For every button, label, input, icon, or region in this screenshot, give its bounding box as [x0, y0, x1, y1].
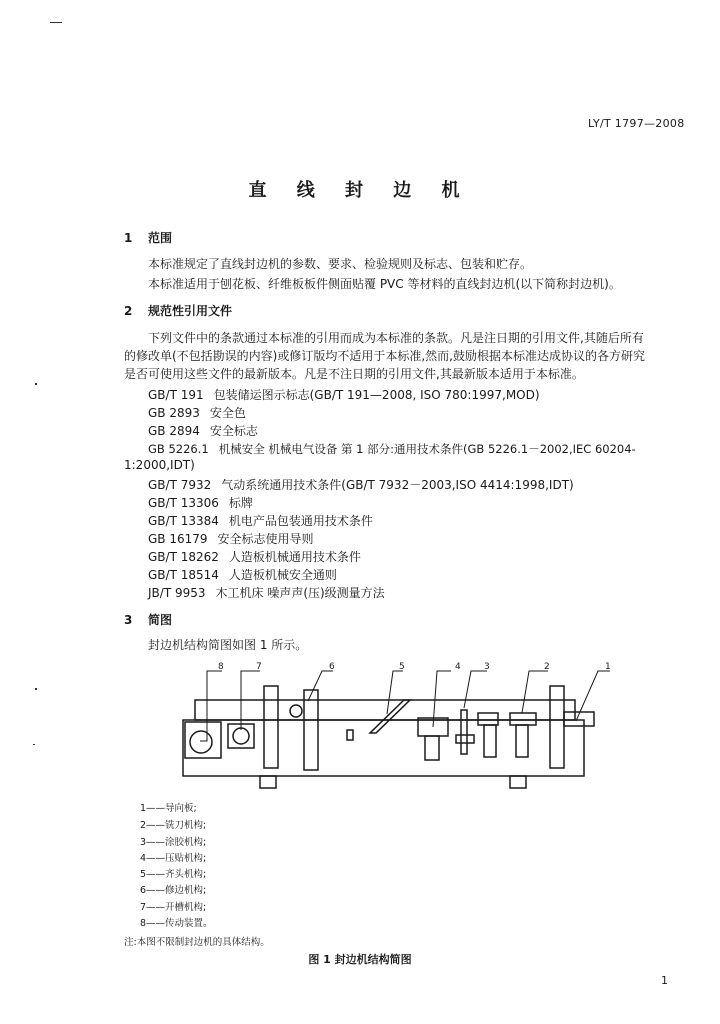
reference-title: 机电产品包装通用技术条件: [228, 514, 373, 528]
machine-foot: [510, 776, 526, 788]
reference-continuation: 1:2000,IDT): [124, 458, 195, 472]
diagram-intro: 封边机结构简图如图 1 所示。: [148, 638, 308, 652]
reference-title: 安全标志使用导则: [217, 532, 314, 546]
scope-paragraph-2: 本标准适用于刨花板、纤维板板件侧面贴覆 PVC 等材料的直线封边机(以下简称封边机)。: [148, 277, 621, 291]
references-intro-line-2: 的修改单(不包括勘误的内容)或修订版均不适用于本标准,然而,鼓励根据本标准达成协议的各方研究: [124, 349, 645, 363]
reference-title: 木工机床 噪声声(压)级测量方法: [215, 586, 385, 600]
callout-label: 4: [455, 662, 461, 672]
reference-code: GB/T 13384: [148, 514, 219, 528]
reference-title: 机械安全 机械电气设备 第 1 部分:通用技术条件(GB 5226.1－2002,IEC 60204-: [218, 442, 636, 456]
grooving-cutter: [233, 728, 249, 744]
legend-item: 7——开槽机构;: [140, 902, 207, 913]
trimming-column: [264, 686, 278, 768]
reference-title: 人造板机械安全通则: [228, 568, 337, 582]
reference-code: GB 5226.1: [148, 442, 209, 456]
end-cutting-saw-guide: [370, 700, 410, 733]
reference-title: 人造板机械通用技术条件: [228, 550, 361, 564]
reference-title: 标牌: [228, 496, 253, 510]
section-title: 简图: [148, 613, 173, 627]
reference-code: GB 16179: [148, 532, 208, 546]
legend-item: 3——涂胶机构;: [140, 837, 207, 848]
section-title: 范围: [148, 231, 173, 245]
references-intro-line-3: 是否可使用这些文件的最新版本。凡是不注日期的引用文件,其最新版本适用于本标准。: [124, 367, 584, 381]
callout-label: 8: [218, 662, 224, 672]
callout-leader: [308, 671, 333, 701]
conveyor-beam: [195, 700, 575, 720]
gluing-nozzle: [456, 735, 474, 743]
reference-code: GB/T 18514: [148, 568, 219, 582]
frame-post: [550, 686, 564, 768]
callout-label: 3: [484, 662, 490, 672]
callout-leader: [464, 671, 487, 708]
pressing-column: [425, 736, 439, 760]
reference-title: 安全色: [209, 406, 246, 420]
end-cutting-block: [347, 730, 353, 740]
legend-item: 6——修边机构;: [140, 885, 207, 896]
milling-head: [510, 713, 536, 725]
machine-foot: [260, 776, 276, 788]
callout-label: 2: [544, 662, 550, 672]
legend-item: 1——导向板;: [140, 803, 197, 814]
callout-label: 6: [329, 662, 335, 672]
callout-label: 1: [605, 662, 611, 672]
section-number: 1: [124, 231, 133, 245]
trimming-column: [304, 690, 318, 770]
reference-code: GB 2893: [148, 406, 200, 420]
scope-paragraph-1: 本标准规定了直线封边机的参数、要求、检验规则及标志、包装和贮存。: [148, 257, 533, 271]
page-number: 1: [661, 974, 668, 987]
reference-code: JB/T 9953: [148, 586, 206, 600]
figure-note: 注:本图不限制封边机的具体结构。: [124, 937, 270, 948]
standard-code: LY/T 1797—2008: [588, 117, 685, 130]
legend-item: 8——传动装置。: [140, 918, 213, 929]
figure-caption: 图 1 封边机结构简图: [308, 953, 412, 966]
section-number: 3: [124, 613, 133, 627]
milling-column: [484, 725, 496, 757]
trimming-roller: [290, 705, 302, 717]
callout-leader: [387, 671, 403, 714]
milling-column: [516, 725, 528, 757]
legend-item: 5——齐头机构;: [140, 869, 207, 880]
milling-head: [478, 713, 498, 725]
section-number: 2: [124, 304, 133, 318]
gluing-column: [461, 710, 467, 754]
legend-item: 2——铣刀机构;: [140, 820, 207, 831]
section-title: 规范性引用文件: [148, 304, 233, 318]
callout-label: 7: [256, 662, 262, 672]
reference-code: GB/T 18262: [148, 550, 219, 564]
reference-title: 气动系统通用技术条件(GB/T 7932－2003,ISO 4414:1998,IDT): [221, 478, 574, 492]
reference-title: 包装储运图示标志(GB/T 191—2008, ISO 780:1997,MOD): [213, 388, 540, 402]
callout-leader: [576, 671, 610, 721]
references-intro-line-1: 下列文件中的条款通过本标准的引用而成为本标准的条款。凡是注日期的引用文件,其随后所有: [148, 331, 644, 345]
reference-code: GB 2894: [148, 424, 200, 438]
reference-code: GB/T 13306: [148, 496, 219, 510]
reference-code: GB/T 7932: [148, 478, 212, 492]
legend-item: 4——压贴机构;: [140, 853, 207, 864]
reference-title: 安全标志: [209, 424, 258, 438]
callout-label: 5: [399, 662, 405, 672]
callout-leader: [522, 671, 548, 713]
document-title: 直 线 封 边 机: [248, 180, 472, 201]
transmission-wheel: [190, 731, 212, 753]
reference-code: GB/T 191: [148, 388, 204, 402]
